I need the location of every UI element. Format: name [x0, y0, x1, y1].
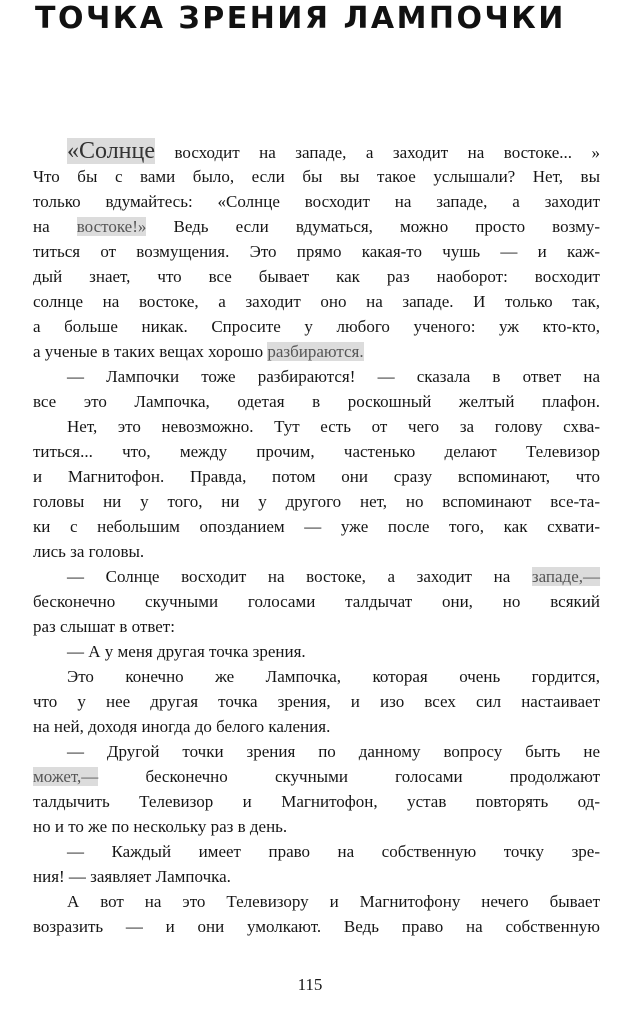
text-line: солнце на востоке, а заходит оно на западе. И только так,: [33, 292, 600, 311]
text-line: раз слышат в ответ:: [33, 617, 175, 636]
text-line: дый знает, что все бывает как раз наоборот: восходит: [33, 267, 600, 286]
page-number: 115: [297, 975, 323, 994]
text-line: на востоке!» Ведь если вдуматься, можно просто возму-: [33, 217, 600, 236]
text-line: может,— бесконечно скучными голосами продолжают: [33, 767, 600, 786]
text-line: на ней, доходя иногда до белого каления.: [33, 717, 331, 736]
highlighted-text: «Солнце: [67, 138, 156, 164]
text-line: возразить — и они умолкают. Ведь право на собственную: [33, 917, 600, 936]
text-line: — Солнце восходит на востоке, а заходит на западе,—: [67, 567, 600, 586]
text-line: но и то же по нескольку раз в день.: [33, 817, 288, 836]
text-line: ки с небольшим опозданием — уже после того, как схвати-: [33, 517, 600, 536]
text-line: «Солнце восходит на западе, а заходит на востоке... »: [67, 138, 600, 164]
text-line: А вот на это Телевизору и Магнитофону нечего бывает: [67, 892, 600, 911]
text-line: лись за головы.: [33, 542, 145, 561]
text-line: Что бы с вами было, если бы вы такое услышали? Нет, вы: [33, 167, 600, 186]
text-line: титься от возмущения. Это прямо какая-то чушь — и каж-: [33, 242, 600, 261]
page-title: ТОЧКА ЗРЕНИЯ ЛАМПОЧКИ: [35, 1, 566, 36]
body-text: [33, 139, 600, 939]
text-line: — Другой точки зрения по данному вопросу быть не: [67, 742, 600, 761]
highlighted-text: востоке!»: [76, 217, 147, 236]
text-line: — Каждый имеет право на собственную точку зре-: [67, 842, 600, 861]
text-line: а больше никак. Спросите у любого ученого: уж кто-кто,: [33, 317, 600, 336]
highlighted-text: западе,—: [531, 567, 600, 586]
text-line: все это Лампочка, одетая в роскошный желтый плафон.: [33, 392, 600, 411]
text-line: головы ни у того, ни у другого нет, но вспоминают все-та-: [33, 492, 600, 511]
text-line: талдычить Телевизор и Магнитофон, устав повторять од-: [33, 792, 600, 811]
text-line: что у нее другая точка зрения, и изо всех сил настаивает: [33, 692, 600, 711]
highlighted-text: может,—: [33, 767, 99, 786]
text-line: Это конечно же Лампочка, которая очень гордится,: [67, 667, 600, 686]
text-line: ния! — заявляет Лампочка.: [33, 867, 231, 886]
highlighted-text: разбираются.: [267, 342, 364, 361]
text-line: только вдумайтесь: «Солнце восходит на западе, а заходит: [33, 192, 600, 211]
text-line: — А у меня другая точка зрения.: [67, 642, 306, 661]
text-line: титься... что, между прочим, частенько делают Телевизор: [33, 442, 600, 461]
text-line: — Лампочки тоже разбираются! — сказала в ответ на: [67, 367, 600, 386]
text-line: бесконечно скучными голосами талдычат они, но всякий: [33, 592, 600, 611]
text-line: Нет, это невозможно. Тут есть от чего за голову схва-: [67, 417, 600, 436]
text-line: а ученые в таких вещах хорошо разбираются.: [33, 342, 364, 361]
text-line: и Магнитофон. Правда, потом они сразу вспоминают, что: [33, 467, 600, 486]
